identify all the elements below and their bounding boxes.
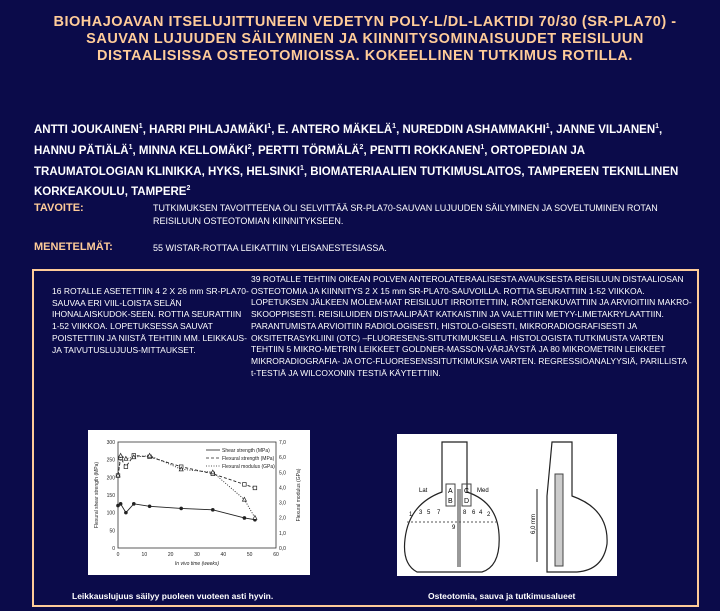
- y-tick-label: 200: [106, 475, 115, 482]
- author-block: ANTTI JOUKAINEN$^1$, HARRI PIHLAJAMÄKI$^1$, E. ANTERO MÄKELÄ$^1$, NUREDDIN ASHAMMAKHI$^1$, JANNE VILJANEN$^1$, HANNU PÄTIÄLÄ$^1$, MINNA KELLOMÄKI$^2$, PERTTI TÖRMÄLÄ$^2$, PENTTI ROKKANEN$^1$, ORTOPEDIAN JA TRAUMATOLOGIAN KLINIKKA, HYKS, HELSINKI$^1$, BIOMATERIAALIEN TUTKIMUSLAITOS, TAMPEREEN TEKNILLINEN KORKEAKOULU, TAMPERE$^2$: [34, 123, 679, 199]
- affiliation-2-sup: 2: [186, 185, 191, 193]
- zone-a: A: [448, 488, 453, 495]
- data-point: [148, 505, 152, 509]
- y-tick-label: 150: [106, 493, 115, 499]
- y2-tick-label: 5,0: [279, 470, 286, 477]
- dimension-label: 6,0 mm: [531, 513, 537, 534]
- tavoite-label: TAVOITE:: [34, 202, 84, 214]
- author-affiliation-sup: 1: [655, 123, 660, 130]
- author-name: JANNE VILJANEN: [556, 123, 656, 136]
- data-point: [119, 453, 123, 457]
- x-tick-label: 10: [141, 552, 148, 558]
- x-tick-label: 30: [194, 552, 200, 558]
- tavoite-text: TUTKIMUKSEN TAVOITTEENA OLI SELVITTÄÄ SR-PLA70-SAUVAN LUJUUDEN SÄILYMINEN JA SOVELTUMINEN ROTAN REISILUUN OSTEOTOMIAN KIINNITYKSEEN.: [153, 203, 658, 226]
- data-point: [253, 486, 257, 490]
- y-tick-label: 0: [112, 546, 115, 552]
- author-name: HANNU PÄTIÄLÄ: [34, 144, 129, 157]
- author-affiliation-sup: 1: [138, 123, 143, 130]
- author-name: NUREDDIN ASHAMMAKHI: [402, 123, 546, 136]
- y-tick-label: 100: [106, 510, 115, 517]
- x-axis-label: In vivo time (weeks): [174, 561, 220, 567]
- author-affiliation-sup: 1: [267, 123, 272, 130]
- author-name: MINNA KELLOMÄKI: [138, 144, 248, 157]
- author-affiliation-sup: 1: [392, 123, 397, 130]
- strength-chart-svg: [88, 430, 310, 575]
- author-name: HARRI PIHLAJAMÄKI: [149, 123, 268, 136]
- affiliation-1: ORTOPEDIAN JA TRAUMATOLOGIAN KLINIKKA, HYKS, HELSINKI: [34, 144, 585, 178]
- y2-tick-label: 0,0: [279, 546, 286, 552]
- y2-axis-label: Flexural modulus (GPa): [296, 468, 302, 522]
- series-line: [118, 504, 255, 520]
- zone-9: 9: [452, 525, 456, 531]
- data-point: [243, 516, 247, 520]
- author-name: E. ANTERO MÄKELÄ: [277, 123, 393, 136]
- lat-label: Lat: [419, 488, 428, 494]
- legend-entry: Flexural modulus (GPa): [222, 464, 275, 470]
- affiliation-1-sup: 1: [300, 164, 304, 172]
- author-name: ANTTI JOUKAINEN: [34, 123, 139, 136]
- y2-tick-label: 7,0: [279, 440, 286, 446]
- poster-title: BIOHAJOAVAN ITSELUJITTUNEEN VEDETYN POLY-L/DL-LAKTIDI 70/30 (SR-PLA70) -SAUVAN LUJUUDEN SÄILYMINEN JA KIINNITYSOMINAISUUDET REISILUUN DISTAALISISSA OSTEOTOMIOISSA. KOKEELLINEN TUTKIMUS ROTILLA.: [53, 14, 677, 64]
- zone-5: 5: [427, 510, 431, 516]
- zone-d: D: [464, 498, 470, 505]
- data-point: [211, 508, 215, 512]
- x-tick-label: 0: [116, 552, 120, 558]
- femur-outline-left: [405, 442, 500, 572]
- author-affiliation-sup: 1: [480, 143, 485, 151]
- x-tick-label: 20: [167, 552, 174, 558]
- zone-8: 8: [463, 510, 467, 516]
- implant-rod-lateral: [555, 474, 563, 566]
- y-tick-label: 50: [109, 528, 115, 535]
- author-affiliation-sup: 2: [359, 143, 364, 151]
- y2-tick-label: 6,0: [279, 455, 286, 462]
- strength-chart: [88, 430, 310, 575]
- zone-1: 1: [409, 512, 413, 518]
- data-point: [253, 516, 257, 520]
- y2-tick-label: 1,0: [279, 530, 286, 537]
- osteotomy-method-text: 39 ROTALLE TEHTIIN OIKEAN POLVEN ANTEROLATERAALISESTA AVAUKSESTA REISILUUN DISTAALIOSAN OSTEOTOMIA JA KIINNITYS 2 X 15 mm SR-PLA70-SAUVOILLA. ROTTIA SEURATTIIN 1-52 VIIKKOA. LOPETUKSEN JÄLKEEN MOLEM-MAT REISILUUT IRROITETTIIN, RÖNTGENKUVATTIIN JA ARVIOITIIN MAKRO-SKOOPPISESTI. REISILUIDEN DISTAALIPÄÄT KATKAISTIIN JA VALETTIIN METYY-LIMETAKRYLAATTIIN. PARANTUMISTA ARVIOITIIN RADIOLOGISESTI, HISTOLO-GISESTI, MIKRORADIOGRAFISESTI JA OKSITETRASYKLIINI (OTC) –FLUORESENS-SITUTKIMUKSELLA. HISTOLOGISTA TUTKIMUSTA VARTEN TEHTIIN 5 MIKRO-METRIN LEIKKEET GOLDNER-MASSON-VÄRJÄYSTÄ JA 80 MIKROMETRIN LEIKKEET MIKRORADIOGRAFIA- JA OTC-FLUORESENSSITUTKIMUKSIA VARTEN. REGRESSIOANALYYSIÄ, PARILLISTA t-TESTIÄ JA WILCOXONIN TESTIÄ KÄYTETTIIN.: [251, 274, 692, 378]
- x-tick-label: 40: [220, 552, 227, 558]
- zone-c: C: [464, 488, 470, 495]
- data-point: [124, 511, 128, 515]
- author-name: PERTTI TÖRMÄLÄ: [257, 144, 360, 157]
- affiliation-2: BIOMATERIAALIEN TUTKIMUSLAITOS, TAMPEREEN TEKNILLINEN KORKEAKOULU, TAMPERE: [34, 165, 679, 199]
- zone-3: 3: [419, 510, 423, 516]
- osteotomy-diagram-svg: [397, 434, 617, 576]
- zone-2: 2: [487, 512, 491, 518]
- zone-6: 6: [472, 510, 476, 516]
- y-tick-label: 250: [106, 457, 115, 464]
- author-list: ANTTI JOUKAINEN$^1$, HARRI PIHLAJAMÄKI$^1$, E. ANTERO MÄKELÄ$^1$, NUREDDIN ASHAMMAKHI$^1$, JANNE VILJANEN$^1$, HANNU PÄTIÄLÄ$^1$, MINNA KELLOMÄKI$^2$, PERTTI TÖRMÄLÄ$^2$, PENTTI ROKKANEN$^1$,: [34, 123, 663, 157]
- zone-4: 4: [479, 510, 483, 516]
- osteotomy-diagram: [397, 434, 617, 576]
- zone-7: 7: [437, 510, 441, 516]
- x-tick-label: 50: [246, 552, 253, 558]
- x-tick-label: 60: [273, 552, 279, 558]
- y-axis-label: Flexural shear strength (MPa): [94, 461, 100, 529]
- y2-tick-label: 4,0: [279, 485, 286, 492]
- author-affiliation-sup: 1: [128, 143, 133, 151]
- legend-entry: Flexural strength (MPa): [222, 456, 275, 462]
- author-name: PENTTI ROKKANEN: [369, 144, 481, 157]
- menetelmat-label: MENETELMÄT:: [34, 241, 113, 253]
- data-point: [124, 465, 128, 469]
- y2-tick-label: 2,0: [279, 515, 286, 522]
- data-point: [179, 507, 183, 511]
- data-point: [243, 483, 247, 487]
- med-label: Med: [477, 488, 489, 494]
- author-affiliation-sup: 1: [545, 123, 550, 130]
- subcutaneous-method-text: 16 ROTALLE ASETETTIIN 4 2 X 26 mm SR-PLA70-SAUVAA ERI VIIL-LOISTA SELÄN IHONALAISKUDOK-SEEN. ROTTIA SEURATTIIN 1-52 VIIKKOA. LOPETUKSESSA SAUVAT POISTETTIIN JA NIISTÄ TEHTIIN MM. LEIKKAUS- JA TAIVUTUSLUJUUS-MITTAUKSET.: [52, 286, 249, 355]
- menetelmat-text: 55 WISTAR-ROTTAA LEIKATTIIN YLEISANESTESIASSA.: [153, 243, 387, 253]
- data-point: [119, 502, 123, 506]
- y2-tick-label: 3,0: [279, 500, 286, 507]
- data-point: [124, 456, 128, 460]
- diagram-caption: Osteotomia, sauva ja tutkimusalueet: [428, 591, 576, 601]
- author-affiliation-sup: 2: [247, 143, 252, 151]
- chart-caption: Leikkauslujuus säilyy puoleen vuoteen asti hyvin.: [72, 591, 274, 601]
- data-point: [132, 502, 136, 506]
- implant-rod: [457, 489, 461, 567]
- legend-entry: Shear strength (MPa): [222, 448, 270, 454]
- zone-b: B: [448, 498, 453, 505]
- y-tick-label: 300: [106, 440, 115, 446]
